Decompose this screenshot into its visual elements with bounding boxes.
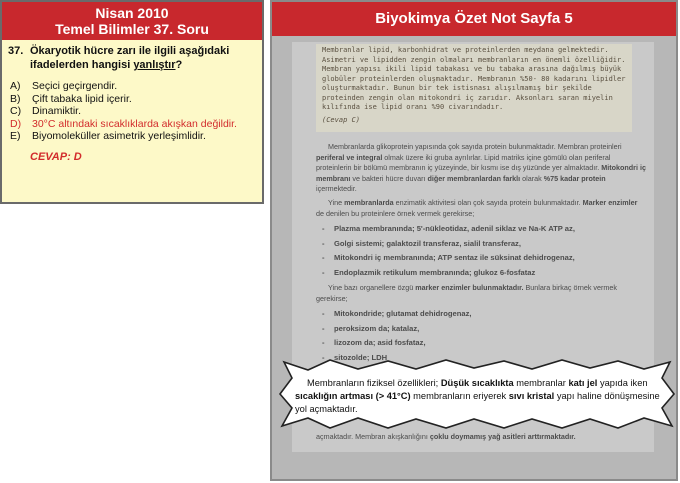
- stem-end: ?: [175, 59, 183, 71]
- text-run: membranların eriyerek: [410, 391, 509, 401]
- option-b: [8, 93, 252, 106]
- paragraph-3: [316, 283, 646, 304]
- text-run: açmaktadır. Membran akışkanlığını: [316, 432, 430, 441]
- excerpt-text: Membranlar lipid, karbonhidrat ve proteinlerden meydana gelmektedir. Asimetri ve lipidden zengin olmaları membranların en önemli özelliğidir. Membran yapısı ikili lipid tabakası ve bu tabaka arasına dağılmış büyük globüler proteinlerden oluşmaktadır. Membranın %50- 80 kadarını lipidler oluşturmaktadır. Bunun bir tek istisnası alışılmamış bir şekilde proteinden zengin olan mitokondri iç zarıdır. Aksonları saran miyelin kılıfında ise lipid oranı %90 civarındadır.: [322, 46, 626, 111]
- paragraph-2: [316, 198, 646, 219]
- option-letter: D): [10, 117, 22, 130]
- bold-run: periferal ve integral: [316, 152, 383, 162]
- bold-run: Mitokondri iç membranı: [316, 163, 646, 183]
- question-number: 37.: [8, 45, 24, 57]
- bold-run: Marker enzimler: [582, 197, 638, 207]
- option-text: Çift tabaka lipid içerir.: [32, 92, 132, 105]
- text-run: Yine bazı organellere özgü: [328, 283, 416, 293]
- stem-underlined: yanlıştır: [133, 59, 176, 71]
- list-item: - Golgi sistemi; galaktozil transferaz, sialil transferaz,: [316, 237, 646, 252]
- question-header: [2, 2, 262, 40]
- bold-run: çoklu doymamış yağ asitleri arttırmaktadır.: [429, 432, 576, 441]
- text-run: olmak üzere iki gruba ayrılırlar. Lipid matriks içine gömülü olan periferal proteinlerin bir bölümü membranın iç yüzeyinde, bir kısmı ise dış yüzünde yer almaktadır.: [316, 152, 611, 173]
- text-run: membranlar: [513, 378, 569, 388]
- option-e: [8, 130, 252, 143]
- bold-run: marker enzimler bulunmaktadır.: [415, 283, 524, 293]
- bold-run: sıcaklığın artması (> 41°C): [295, 391, 411, 401]
- excerpt-cite: (Cevap C): [322, 115, 360, 124]
- list-item: - peroksizom da; katalaz,: [316, 322, 646, 337]
- question-body: [2, 40, 262, 163]
- option-letter: E): [10, 130, 21, 142]
- organelle-enzyme-list: [316, 307, 646, 365]
- paragraph-1: [316, 142, 646, 195]
- text-run: yapı haline dönüşmesine yol açmaktadır.: [295, 391, 660, 414]
- bold-run: %75 kadar protein: [543, 173, 606, 183]
- callout-burst: [278, 358, 676, 430]
- callout-text: [295, 377, 663, 416]
- text-run: Membranların fiziksel özellikleri;: [307, 378, 441, 388]
- note-excerpt-box: [316, 44, 632, 132]
- option-text: 30°C altındaki sıcaklıklarda akışkan değildir.: [32, 117, 237, 130]
- list-item: - Mitokondride; glutamat dehidrogenaz,: [316, 307, 646, 322]
- text-run: Yine: [328, 197, 345, 207]
- list-item: - Plazma membranında; 5'-nükleotidaz, adenil siklaz ve Na-K ATP az,: [316, 222, 646, 237]
- option-text: Seçici geçirgendir.: [32, 80, 118, 92]
- option-letter: B): [10, 92, 21, 105]
- list-item: - Mitokondri iç membranında; ATP sentaz ile süksinat dehidrogenaz,: [316, 251, 646, 266]
- note-body-text: [316, 142, 646, 368]
- bold-run: katı jel: [568, 378, 598, 388]
- text-run: enzimatik aktivitesi olan çok sayıda protein bulunmaktadır.: [393, 197, 583, 207]
- stem-part: Ökaryotik hücre zarı ile ilgili aşağıdaki ifadelerden hangisi: [30, 45, 230, 71]
- option-d: [8, 118, 252, 131]
- bold-run: sıvı kristal: [508, 391, 555, 401]
- bold-run: membranlarda: [344, 197, 394, 207]
- answer-label: CEVAP: D: [30, 150, 82, 163]
- option-text: Dinamiktir.: [32, 105, 82, 117]
- text-run: yapıda iken: [597, 378, 648, 388]
- note-title: Biyokimya Özet Not Sayfa 5: [272, 2, 676, 36]
- question-card: [0, 0, 264, 204]
- option-letter: C): [10, 105, 22, 117]
- option-a: [8, 80, 252, 93]
- text-run: Bunlara birkaç örnek vermek gerekirse;: [316, 283, 617, 303]
- question-date: Nisan 2010: [95, 5, 169, 21]
- text-run: olarak: [520, 173, 544, 183]
- bold-run: Düşük sıcaklıkta: [440, 378, 514, 388]
- question-stem-text: [30, 44, 252, 72]
- list-item: - Endoplazmik retikulum membranında; glukoz 6-fosfataz: [316, 266, 646, 281]
- text-run: ve bakteri hücre duvarı: [350, 173, 428, 183]
- text-run: Membranlarda glikoprotein yapısında çok sayıda protein bulunmaktadır. Membran proteinleri: [328, 142, 622, 151]
- option-c: [8, 105, 252, 118]
- option-letter: A): [10, 80, 21, 92]
- question-stem: [8, 44, 252, 72]
- note-foot-text: [316, 432, 646, 442]
- text-run: de denilen bu proteinlere örnek vermek gerekirse;: [316, 208, 475, 218]
- list-item: - sitozolde; LDH: [316, 351, 646, 366]
- bold-run: diğer membranlardan farklı: [427, 173, 521, 183]
- text-run: içermektedir.: [316, 184, 357, 194]
- question-source: Temel Bilimler 37. Soru: [55, 21, 209, 37]
- list-item: - lizozom da; asid fosfataz,: [316, 336, 646, 351]
- marker-enzyme-list: [316, 222, 646, 280]
- option-text: Biyomoleküller asimetrik yerleşimlidir.: [32, 130, 206, 142]
